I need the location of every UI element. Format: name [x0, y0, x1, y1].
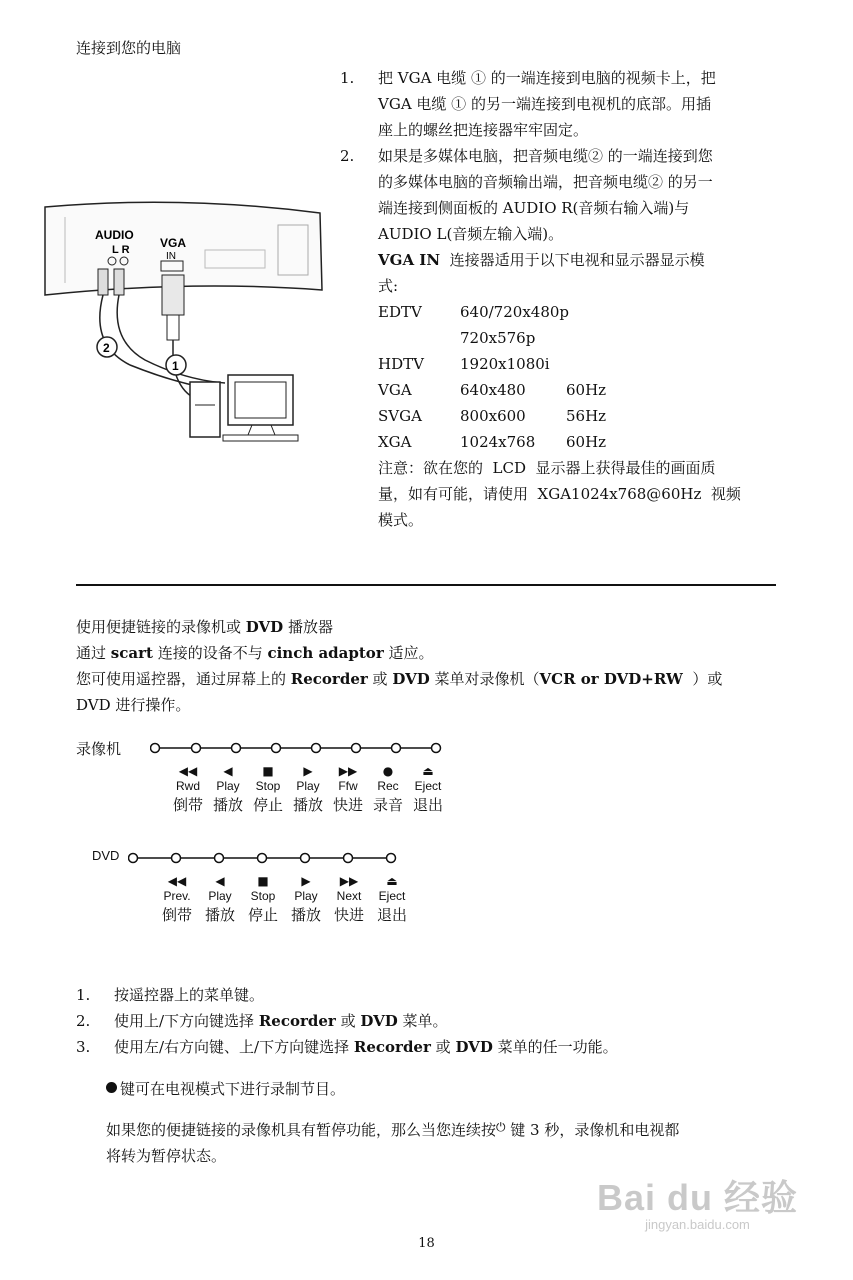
- connector-node: [232, 744, 241, 753]
- control-symbol-icon: ◀: [223, 764, 233, 778]
- mode-name: [378, 325, 460, 351]
- control-zh-label: 播放: [292, 796, 323, 814]
- menu-step: [76, 982, 786, 1008]
- in-label: IN: [166, 251, 176, 262]
- step-number: 1.: [76, 986, 91, 1004]
- mode-name: HDTV: [378, 355, 424, 373]
- remote-note: 您可使用遥控器，通过屏幕上的 Recorder 或 DVD 菜单对录像机（VCR or DVD+RW ）或: [76, 670, 723, 688]
- control-symbol-icon: ▶: [301, 874, 311, 888]
- connector-node: [215, 854, 224, 863]
- step-item: [340, 65, 780, 143]
- control-en-label: Prev.: [163, 889, 191, 903]
- watermark-brand: Bai du 经验: [596, 1177, 798, 1218]
- menu-step: [76, 1034, 786, 1060]
- control-en-label: Ffw: [338, 779, 358, 793]
- control-symbol-icon: ⏏: [422, 764, 434, 778]
- connector-node: [172, 854, 181, 863]
- mode-row: [378, 377, 780, 403]
- watermark: [597, 1170, 798, 1232]
- control-symbol-icon: ⏏: [386, 874, 398, 888]
- connector-node: [387, 854, 396, 863]
- callout-1: 1: [172, 359, 179, 373]
- note-paragraph: [378, 455, 780, 533]
- pause-note: 如果您的便捷链接的录像机具有暂停功能，那么当您连续按⏻ 键 3 秒，录像机和电视都 将转为暂停状态。: [106, 1120, 680, 1165]
- control-en-label: Eject: [378, 889, 406, 903]
- mode-refresh: 56Hz: [566, 407, 607, 425]
- note-line: 注意：欲在您的 LCD 显示器上获得最佳的画面质: [378, 459, 716, 477]
- step-line: AUDIO L(音频左输入端)。: [378, 225, 564, 243]
- control-zh-label: 录音: [372, 796, 403, 814]
- control-symbol-icon: ▶: [303, 764, 313, 778]
- control-zh-label: 停止: [252, 796, 283, 814]
- rec-note: 键可在电视模式下进行录制节目。: [106, 1076, 345, 1102]
- step-item: [340, 143, 780, 247]
- control-eject: [403, 764, 453, 816]
- remote-note-2: DVD 进行操作。: [76, 696, 191, 714]
- connector-node: [258, 854, 267, 863]
- step-number: 3.: [76, 1038, 91, 1056]
- mode-row: [378, 325, 780, 351]
- mode-resolution: 640/720x480p: [460, 303, 570, 321]
- mode-name: VGA: [378, 381, 412, 399]
- scart-note: 通过 scart 连接的设备不与 cinch adaptor 适应。: [76, 644, 434, 662]
- watermark-url: jingyan.baidu.com: [645, 1217, 750, 1232]
- control-en-label: Play: [294, 889, 318, 903]
- section-title-connect-pc: 连接到您的电脑: [76, 39, 182, 57]
- step-line: 座上的螺丝把连接器牢牢固定。: [378, 121, 589, 139]
- control-zh-label: 停止: [247, 906, 278, 924]
- step-number: 1.: [340, 69, 355, 87]
- control-symbol-icon: ▶▶: [338, 764, 358, 778]
- connector-node: [392, 744, 401, 753]
- step-line: 的多媒体电脑的音频输出端，把音频电缆② 的另一: [378, 173, 713, 191]
- audio-label: AUDIO: [95, 228, 134, 242]
- step-line: 把 VGA 电缆 ① 的一端连接到电脑的视频卡上，把: [378, 69, 716, 87]
- control-zh-label: 退出: [376, 906, 407, 924]
- rec-dot-icon: [106, 1082, 117, 1093]
- connector-node: [344, 854, 353, 863]
- connector-node: [352, 744, 361, 753]
- section-2-text: [76, 614, 786, 718]
- control-symbol-icon: ▶▶: [339, 874, 359, 888]
- dvd-label: DVD: [92, 848, 120, 863]
- control-en-label: Next: [336, 889, 362, 903]
- section-title-easylink: 使用便捷链接的录像机或 DVD 播放器: [76, 618, 333, 636]
- connector-node: [129, 854, 138, 863]
- control-zh-label: 倒带: [172, 796, 203, 814]
- vga-label: VGA: [160, 236, 187, 250]
- mode-name: EDTV: [378, 303, 422, 321]
- section-divider: [76, 584, 776, 586]
- step-line: 如果是多媒体电脑，把音频电缆② 的一端连接到您: [378, 147, 713, 165]
- control-zh-label: 退出: [412, 796, 443, 814]
- mode-resolution: 1024x768: [460, 433, 536, 451]
- control-en-label: Eject: [414, 779, 442, 793]
- connector-node: [301, 854, 310, 863]
- connector-node: [312, 744, 321, 753]
- control-en-label: Rwd: [175, 779, 200, 793]
- mode-resolution: 1920x1080i: [460, 355, 550, 373]
- mode-resolution: 800x600: [460, 407, 526, 425]
- vga-in-paragraph: [340, 247, 780, 533]
- control-symbol-icon: ●: [382, 764, 394, 778]
- power-icon: ⏻: [496, 1120, 506, 1134]
- control-zh-label: 快进: [333, 906, 364, 924]
- mode-row: [378, 299, 780, 325]
- mode-refresh: 60Hz: [566, 381, 607, 399]
- vga-in-text: 连接器适用于以下电视和显示器显示模: [449, 251, 705, 269]
- connector-node: [272, 744, 281, 753]
- control-symbol-icon: ■: [257, 874, 269, 888]
- control-zh-label: 倒带: [161, 906, 192, 924]
- mode-name: SVGA: [378, 407, 422, 425]
- control-en-label: Play: [208, 889, 232, 903]
- display-modes-table: [378, 299, 780, 455]
- step-text: 使用左/右方向键、上/下方向键选择 Recorder 或 DVD 菜单的任一功能。: [114, 1038, 618, 1056]
- lr-label: L R: [112, 244, 130, 256]
- control-en-label: Play: [216, 779, 240, 793]
- connection-illustration: [40, 195, 330, 450]
- mode-row: [378, 351, 780, 377]
- mode-resolution: 720x576p: [460, 329, 536, 347]
- page-number: 18: [418, 1236, 435, 1251]
- control-symbol-icon: ◀◀: [178, 764, 198, 778]
- control-en-label: Stop: [250, 889, 276, 903]
- control-zh-label: 播放: [204, 906, 235, 924]
- step-text: 按遥控器上的菜单键。: [114, 986, 265, 1004]
- step-text: 使用上/下方向键选择 Recorder 或 DVD 菜单。: [114, 1012, 448, 1030]
- menu-steps: [76, 982, 786, 1060]
- control-symbol-icon: ■: [262, 764, 274, 778]
- step-line: 端连接到侧面板的 AUDIO R(音频右输入端)与: [378, 199, 690, 217]
- note-line: 量，如有可能，请使用 XGA1024x768@60Hz 视频: [378, 485, 741, 503]
- control-zh-label: 播放: [212, 796, 243, 814]
- control-zh-label: 播放: [290, 906, 321, 924]
- dvd-control-line: [128, 850, 398, 866]
- control-symbol-icon: ◀: [215, 874, 225, 888]
- step-number: 2.: [76, 1012, 91, 1030]
- control-en-label: Rec: [377, 779, 399, 793]
- control-symbol-icon: ◀◀: [167, 874, 187, 888]
- control-zh-label: 快进: [332, 796, 363, 814]
- step-number: 2.: [340, 147, 355, 165]
- note-line: 模式。: [378, 511, 424, 529]
- menu-step: [76, 1008, 786, 1034]
- mode-refresh: 60Hz: [566, 433, 607, 451]
- mode-row: [378, 403, 780, 429]
- connector-node: [192, 744, 201, 753]
- connector-node: [432, 744, 441, 753]
- mode-name: XGA: [378, 433, 412, 451]
- mode-resolution: 640x480: [460, 381, 526, 399]
- control-en-label: Stop: [255, 779, 281, 793]
- vcr-control-line: [150, 740, 450, 756]
- control-eject: [367, 874, 417, 926]
- callout-2: 2: [103, 341, 110, 355]
- control-en-label: Play: [296, 779, 320, 793]
- vga-in-text-2: 式:: [378, 277, 399, 295]
- vga-in-bold: VGA IN: [378, 251, 441, 269]
- mode-row: [378, 429, 780, 455]
- vcr-label: 录像机: [76, 740, 122, 758]
- step-line: VGA 电缆 ① 的另一端连接到电视机的底部。用插: [378, 95, 711, 113]
- connect-steps: [340, 65, 780, 533]
- connector-node: [151, 744, 160, 753]
